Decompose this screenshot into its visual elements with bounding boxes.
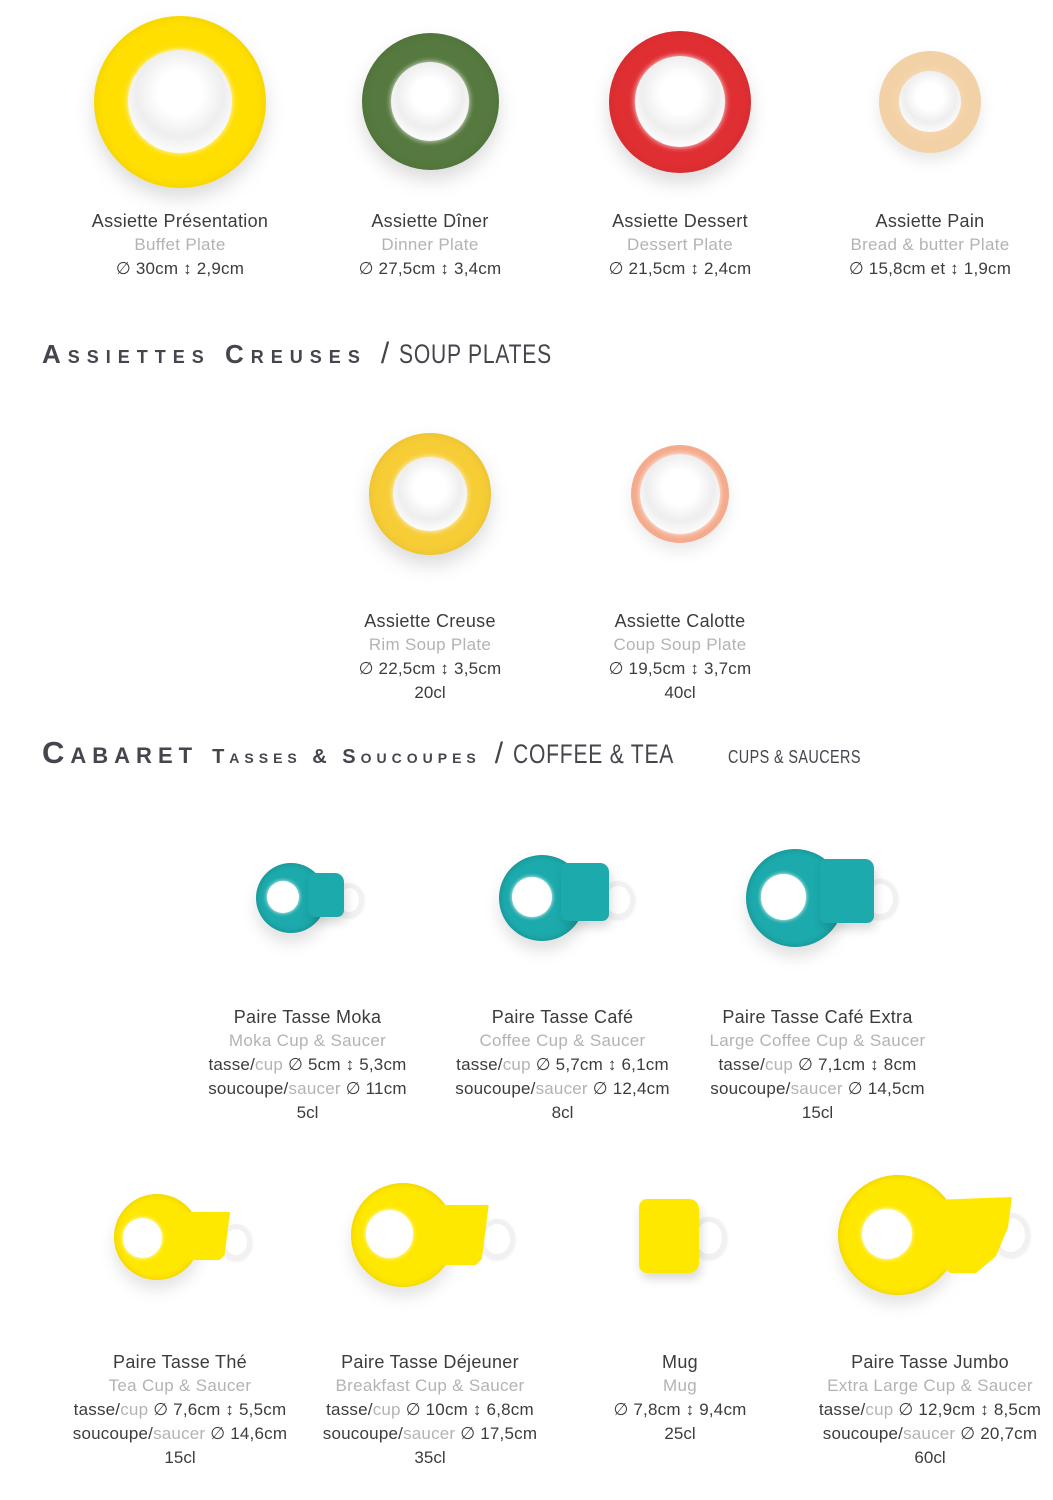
plate-center <box>128 50 231 153</box>
flat-plates-row <box>0 0 1053 281</box>
product-name: Assiette Creuse <box>364 611 496 631</box>
saucer-dims-value: ∅ 14,5cm <box>847 1079 925 1098</box>
product-label <box>55 209 305 281</box>
heading-english: COFFEE & TEA <box>513 739 675 769</box>
saucer-dimensions <box>55 1422 305 1446</box>
product-name-en: Dinner Plate <box>381 235 479 254</box>
product-label <box>805 1350 1053 1470</box>
cup <box>561 863 609 921</box>
saucer-center <box>761 874 806 919</box>
cup <box>820 859 874 923</box>
plate-art <box>805 14 1053 189</box>
rim-soup-plate-image <box>369 433 491 555</box>
plate-center <box>635 56 726 147</box>
product-name-en: Coffee Cup & Saucer <box>479 1031 646 1050</box>
large-coffee-cup-and-saucer-image <box>746 845 890 951</box>
saucer-dimensions <box>180 1077 435 1101</box>
cup-dims-value: ∅ 10cm ↕ 6,8cm <box>405 1400 534 1419</box>
product-name-en: Buffet Plate <box>134 235 226 254</box>
heading-separator: / <box>380 337 390 370</box>
cup-dimensions <box>805 1398 1053 1422</box>
product-name: Assiette Présentation <box>91 211 269 231</box>
heading-brand: Cabaret <box>42 735 199 770</box>
card-assiette-dessert <box>555 14 805 281</box>
teal-cups-row <box>0 771 1053 1125</box>
cup-label-en: cup <box>765 1055 794 1074</box>
section-heading-cups-saucers <box>42 735 1053 771</box>
product-dimensions: ∅ 30cm ↕ 2,9cm <box>115 259 245 278</box>
saucer-dims-value: ∅ 12,4cm <box>592 1079 670 1098</box>
card-mug <box>555 1167 805 1470</box>
cup-label-fr: tasse/ <box>718 1055 766 1074</box>
breakfast-cup-and-saucer-image <box>351 1181 509 1293</box>
product-label <box>305 609 555 705</box>
product-name-en: Dessert Plate <box>627 235 733 254</box>
plate-art <box>305 14 555 189</box>
product-name-en: Coup Soup Plate <box>613 635 747 654</box>
product-name-en: Moka Cup & Saucer <box>228 1031 387 1050</box>
coup-soup-plate-image <box>631 445 729 543</box>
cup <box>308 873 344 917</box>
product-name: Paire Tasse Café Extra <box>722 1007 913 1027</box>
cup-label-fr: tasse/ <box>208 1055 256 1074</box>
mug-body <box>639 1199 699 1273</box>
product-name-en: Bread & butter Plate <box>850 235 1010 254</box>
product-name: Assiette Pain <box>875 211 985 231</box>
cup-dims-value: ∅ 7,6cm ↕ 5,5cm <box>153 1400 287 1419</box>
saucer-dimensions <box>805 1422 1053 1446</box>
product-capacity: 8cl <box>551 1103 574 1122</box>
product-dimensions: ∅ 7,8cm ↕ 9,4cm <box>613 1400 747 1419</box>
product-capacity: 60cl <box>914 1448 946 1467</box>
product-name: Paire Tasse Jumbo <box>851 1352 1009 1372</box>
product-label <box>555 1350 805 1446</box>
buffet-plate-image <box>94 16 266 188</box>
product-label <box>305 1350 555 1470</box>
saucer-center <box>267 881 299 913</box>
plate-art <box>555 429 805 559</box>
cup-art <box>555 1167 805 1307</box>
product-capacity: 15cl <box>801 1103 834 1122</box>
cup-art <box>805 1167 1053 1307</box>
cup-dimensions <box>435 1053 690 1077</box>
saucer-dims-value: ∅ 11cm <box>345 1079 407 1098</box>
card-assiette-pain <box>805 14 1053 281</box>
product-label <box>435 1005 690 1125</box>
saucer-dims-value: ∅ 14,6cm <box>210 1424 288 1443</box>
saucer-dimensions <box>305 1422 555 1446</box>
heading-english: SOUP PLATES <box>399 339 553 369</box>
product-name-en: Extra Large Cup & Saucer <box>827 1376 1033 1395</box>
cup <box>415 1205 491 1265</box>
card-paire-tasse-cafe-extra <box>690 837 945 1125</box>
cup-dimensions <box>55 1398 305 1422</box>
cup-dims-value: ∅ 7,1cm ↕ 8cm <box>798 1055 917 1074</box>
saucer-label-en: saucer <box>903 1424 956 1443</box>
product-name-en: Large Coffee Cup & Saucer <box>709 1031 926 1050</box>
saucer-label-fr: soucoupe/ <box>710 1079 791 1098</box>
saucer-label-fr: soucoupe/ <box>455 1079 536 1098</box>
section-heading-soup-plates <box>42 337 1053 371</box>
saucer-label-fr: soucoupe/ <box>822 1424 904 1443</box>
saucer-label-en: saucer <box>790 1079 843 1098</box>
saucer-dimensions <box>690 1077 945 1101</box>
cup-label-en: cup <box>120 1400 149 1419</box>
tea-cup-and-saucer-image <box>114 1190 246 1284</box>
card-paire-tasse-dejeuner <box>305 1167 555 1470</box>
cup-label-fr: tasse/ <box>73 1400 121 1419</box>
cup-dims-value: ∅ 12,9cm ↕ 8,5cm <box>898 1400 1042 1419</box>
product-capacity: 25cl <box>664 1424 696 1443</box>
cup-art <box>305 1167 555 1307</box>
product-name-en: Breakfast Cup & Saucer <box>335 1376 525 1395</box>
card-assiette-creuse <box>305 429 555 705</box>
plate-art <box>55 14 305 189</box>
product-name-en: Rim Soup Plate <box>368 635 492 654</box>
product-name-en: Tea Cup & Saucer <box>108 1376 252 1395</box>
yellow-cups-row <box>0 1125 1053 1470</box>
heading-french: Assiettes Creuses <box>42 339 367 369</box>
product-label <box>555 209 805 281</box>
product-capacity: 15cl <box>164 1448 196 1467</box>
saucer-dimensions <box>435 1077 690 1101</box>
saucer-label-fr: soucoupe/ <box>72 1424 154 1443</box>
card-assiette-calotte <box>555 429 805 705</box>
dessert-plate-image <box>609 31 751 173</box>
cup-dims-value: ∅ 5,7cm ↕ 6,1cm <box>535 1055 669 1074</box>
card-assiette-presentation <box>55 14 305 281</box>
plate-center <box>640 454 720 534</box>
saucer-dims-value: ∅ 20,7cm <box>960 1424 1038 1443</box>
soup-plates-row <box>0 371 1053 705</box>
product-capacity: 5cl <box>296 1103 319 1122</box>
saucer-label-en: saucer <box>403 1424 456 1443</box>
product-dimensions: ∅ 15,8cm et ↕ 1,9cm <box>848 259 1012 278</box>
plate-center <box>391 62 469 140</box>
product-label <box>305 209 555 281</box>
plate-center <box>899 71 960 132</box>
card-paire-tasse-jumbo <box>805 1167 1053 1470</box>
heading-french: Tasses & Soucoupes <box>212 746 481 768</box>
product-name: Paire Tasse Café <box>491 1007 634 1027</box>
product-dimensions: ∅ 27,5cm ↕ 3,4cm <box>358 259 502 278</box>
product-label <box>690 1005 945 1125</box>
cup <box>170 1212 232 1260</box>
cup-label-en: cup <box>865 1400 894 1419</box>
cup-art <box>180 837 435 959</box>
heading-separator: / <box>494 737 504 770</box>
coffee-cup-and-saucer-image <box>499 851 627 945</box>
product-capacity: 35cl <box>414 1448 446 1467</box>
jumbo-cup-and-saucer-image <box>838 1171 1022 1303</box>
saucer-label-en: saucer <box>288 1079 341 1098</box>
cup-label-en: cup <box>502 1055 531 1074</box>
saucer-center <box>862 1209 912 1259</box>
cup-label-en: cup <box>255 1055 284 1074</box>
cup-label-fr: tasse/ <box>326 1400 373 1419</box>
saucer-center <box>123 1218 163 1258</box>
cup-label-fr: tasse/ <box>456 1055 503 1074</box>
saucer-label-fr: soucoupe/ <box>208 1079 289 1098</box>
cup-label-en: cup <box>372 1400 401 1419</box>
product-dimensions: ∅ 19,5cm ↕ 3,7cm <box>608 659 752 678</box>
product-name: Assiette Dessert <box>612 211 748 231</box>
product-label <box>55 1350 305 1470</box>
product-name-en: Mug <box>663 1376 697 1395</box>
saucer-label-en: saucer <box>153 1424 206 1443</box>
product-name: Assiette Calotte <box>614 611 746 631</box>
product-name: Paire Tasse Déjeuner <box>341 1352 519 1372</box>
product-capacity: 40cl <box>664 683 696 702</box>
saucer-center <box>512 877 552 917</box>
cup-art <box>690 837 945 959</box>
cup-art <box>435 837 690 959</box>
moka-cup-and-saucer-image <box>256 857 360 939</box>
product-name: Mug <box>662 1352 698 1372</box>
product-label <box>555 609 805 705</box>
plate-art <box>305 429 555 559</box>
plate-art <box>555 14 805 189</box>
cup-dimensions <box>690 1053 945 1077</box>
product-name: Paire Tasse Moka <box>233 1007 382 1027</box>
product-dimensions: ∅ 21,5cm ↕ 2,4cm <box>608 259 752 278</box>
product-label <box>180 1005 435 1125</box>
product-name: Assiette Dîner <box>371 211 489 231</box>
product-dimensions: ∅ 22,5cm ↕ 3,5cm <box>358 659 502 678</box>
cup-label-fr: tasse/ <box>818 1400 866 1419</box>
saucer-dims-value: ∅ 17,5cm <box>460 1424 538 1443</box>
cup-dimensions <box>305 1398 555 1422</box>
saucer-label-en: saucer <box>535 1079 588 1098</box>
bread-plate-image <box>879 51 981 153</box>
card-assiette-diner <box>305 14 555 281</box>
product-name: Paire Tasse Thé <box>113 1352 247 1372</box>
heading-english-sub: CUPS & SAUCERS <box>727 747 861 767</box>
card-paire-tasse-moka <box>180 837 435 1125</box>
card-paire-tasse-the <box>55 1167 305 1470</box>
saucer-center <box>366 1210 414 1258</box>
cup-dims-value: ∅ 5cm ↕ 5,3cm <box>288 1055 407 1074</box>
saucer-label-fr: soucoupe/ <box>322 1424 404 1443</box>
cup-art <box>55 1167 305 1307</box>
mug-image <box>633 1189 727 1285</box>
card-paire-tasse-cafe <box>435 837 690 1125</box>
dinner-plate-image <box>362 33 499 170</box>
product-label <box>805 209 1053 281</box>
product-capacity: 20cl <box>414 683 446 702</box>
cup-dimensions <box>180 1053 435 1077</box>
plate-center <box>393 457 466 530</box>
